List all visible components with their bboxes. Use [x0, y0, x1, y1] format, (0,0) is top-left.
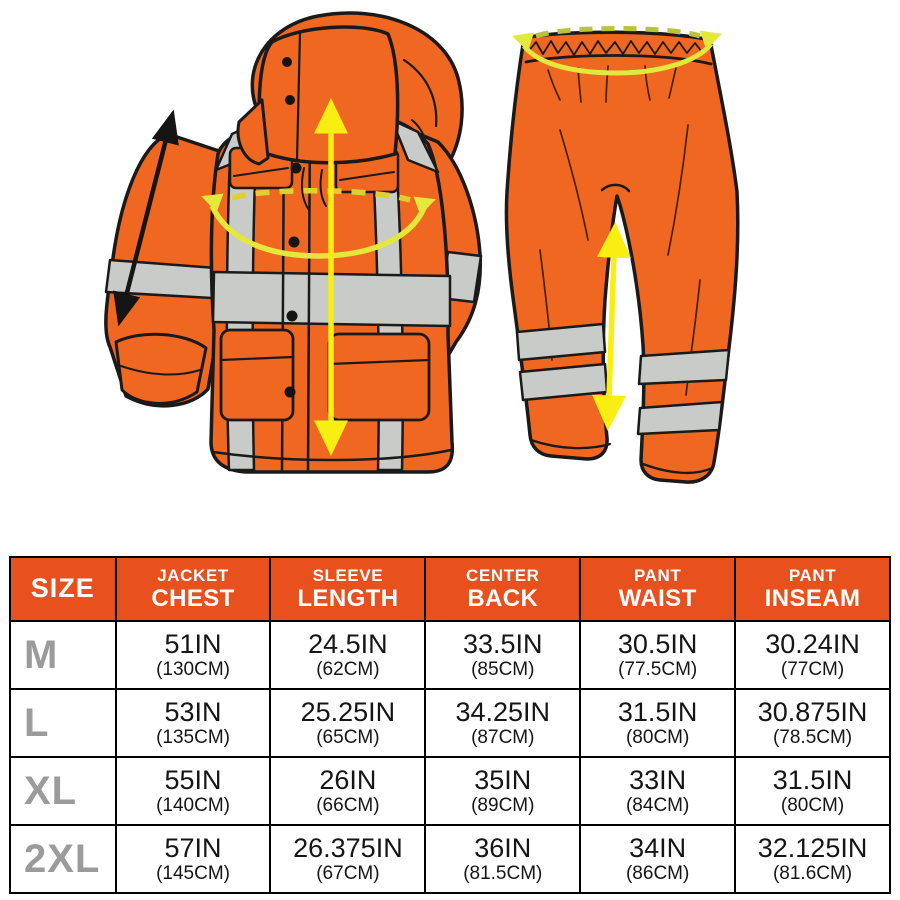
inches-value: 35IN [474, 764, 532, 795]
size-label: 2XL [10, 825, 116, 893]
table-row-m [10, 621, 890, 689]
jacket-illustration [106, 13, 481, 472]
measurement-cell [425, 825, 580, 893]
cm-value: (62CM) [316, 659, 380, 681]
measurement-cell [425, 757, 580, 825]
cm-value: (81.5CM) [463, 863, 543, 885]
cm-value: (77CM) [780, 659, 845, 681]
header-label-line2: LENGTH [297, 584, 399, 612]
inches-value: 30.24IN [765, 628, 860, 659]
measurement-cell [580, 689, 735, 757]
inches-value: 32.125IN [757, 832, 868, 863]
table-row-2xl [10, 825, 890, 893]
header-label-line1: JACKET [157, 566, 229, 586]
cm-value: (67CM) [316, 863, 380, 885]
measurement-cell [116, 689, 271, 757]
measurement-cell [580, 621, 735, 689]
inches-value: 55IN [164, 764, 222, 795]
cm-value: (130CM) [156, 659, 230, 681]
inches-value: 51IN [164, 628, 222, 659]
col-header-pant-waist [580, 557, 735, 621]
cm-value: (81.6CM) [772, 863, 853, 885]
inches-value: 31.5IN [617, 696, 698, 727]
col-header-sleeve-length [270, 557, 425, 621]
inches-value: 34.25IN [455, 696, 551, 727]
size-label: XL [10, 757, 116, 825]
measurement-cell [580, 757, 735, 825]
measurement-cell [425, 689, 580, 757]
measurement-cell [580, 825, 735, 893]
col-header-center-back [425, 557, 580, 621]
inches-value: 26IN [319, 764, 377, 795]
header-label-line1: SLEEVE [312, 566, 384, 586]
measurement-cell [735, 757, 890, 825]
inches-value: 30.875IN [757, 696, 868, 727]
header-label-line2: BACK [467, 584, 539, 612]
table-row-l [10, 689, 890, 757]
pants-illustration [506, 32, 737, 482]
col-header-pant-inseam [735, 557, 890, 621]
header-label-line1: PANT [788, 566, 837, 586]
inches-value: 34IN [629, 832, 687, 863]
size-table-section [0, 556, 900, 894]
inches-value: 31.5IN [772, 764, 853, 795]
measurement-cell [270, 825, 425, 893]
cm-value: (84CM) [625, 795, 690, 817]
header-label-line2: INSEAM [764, 584, 861, 612]
size-label: M [10, 621, 116, 689]
size-chart-table [9, 556, 891, 894]
cm-value: (135CM) [156, 727, 230, 749]
header-label-line2: CHEST [151, 584, 235, 612]
header-row [10, 557, 890, 621]
inches-value: 25.25IN [300, 696, 396, 727]
header-label-line1: PANT [633, 566, 682, 586]
cm-value: (78.5CM) [772, 727, 853, 749]
inches-value: 33IN [629, 764, 687, 795]
cm-value: (87CM) [471, 727, 535, 749]
cm-value: (140CM) [156, 795, 230, 817]
cm-value: (66CM) [316, 795, 380, 817]
measurement-cell [735, 621, 890, 689]
cm-value: (86CM) [625, 863, 690, 885]
measurement-cell [270, 757, 425, 825]
header-label: SIZE [30, 573, 95, 604]
col-header-size [10, 557, 116, 621]
inches-value: 33.5IN [463, 628, 543, 659]
cm-value: (80CM) [780, 795, 845, 817]
cm-value: (85CM) [471, 659, 535, 681]
measurement-cell [735, 825, 890, 893]
inches-value: 36IN [474, 832, 532, 863]
inches-value: 57IN [164, 832, 222, 863]
cm-value: (77.5CM) [618, 659, 698, 681]
measurement-cell [116, 757, 271, 825]
measurement-cell [425, 621, 580, 689]
cm-value: (89CM) [471, 795, 535, 817]
table-row-xl [10, 757, 890, 825]
measurement-cell [116, 621, 271, 689]
inches-value: 53IN [164, 696, 222, 727]
cm-value: (80CM) [625, 727, 690, 749]
inches-value: 30.5IN [617, 628, 698, 659]
cm-value: (65CM) [316, 727, 380, 749]
header-label-line2: WAIST [618, 584, 697, 612]
col-header-jacket-chest [116, 557, 271, 621]
measurement-cell [270, 689, 425, 757]
measurement-cell [270, 621, 425, 689]
inches-value: 24.5IN [308, 628, 388, 659]
measurement-cell [735, 689, 890, 757]
inches-value: 26.375IN [293, 832, 403, 863]
measurement-cell [116, 825, 271, 893]
cm-value: (145CM) [156, 863, 230, 885]
size-label: L [10, 689, 116, 757]
header-label-line1: CENTER [466, 566, 540, 586]
